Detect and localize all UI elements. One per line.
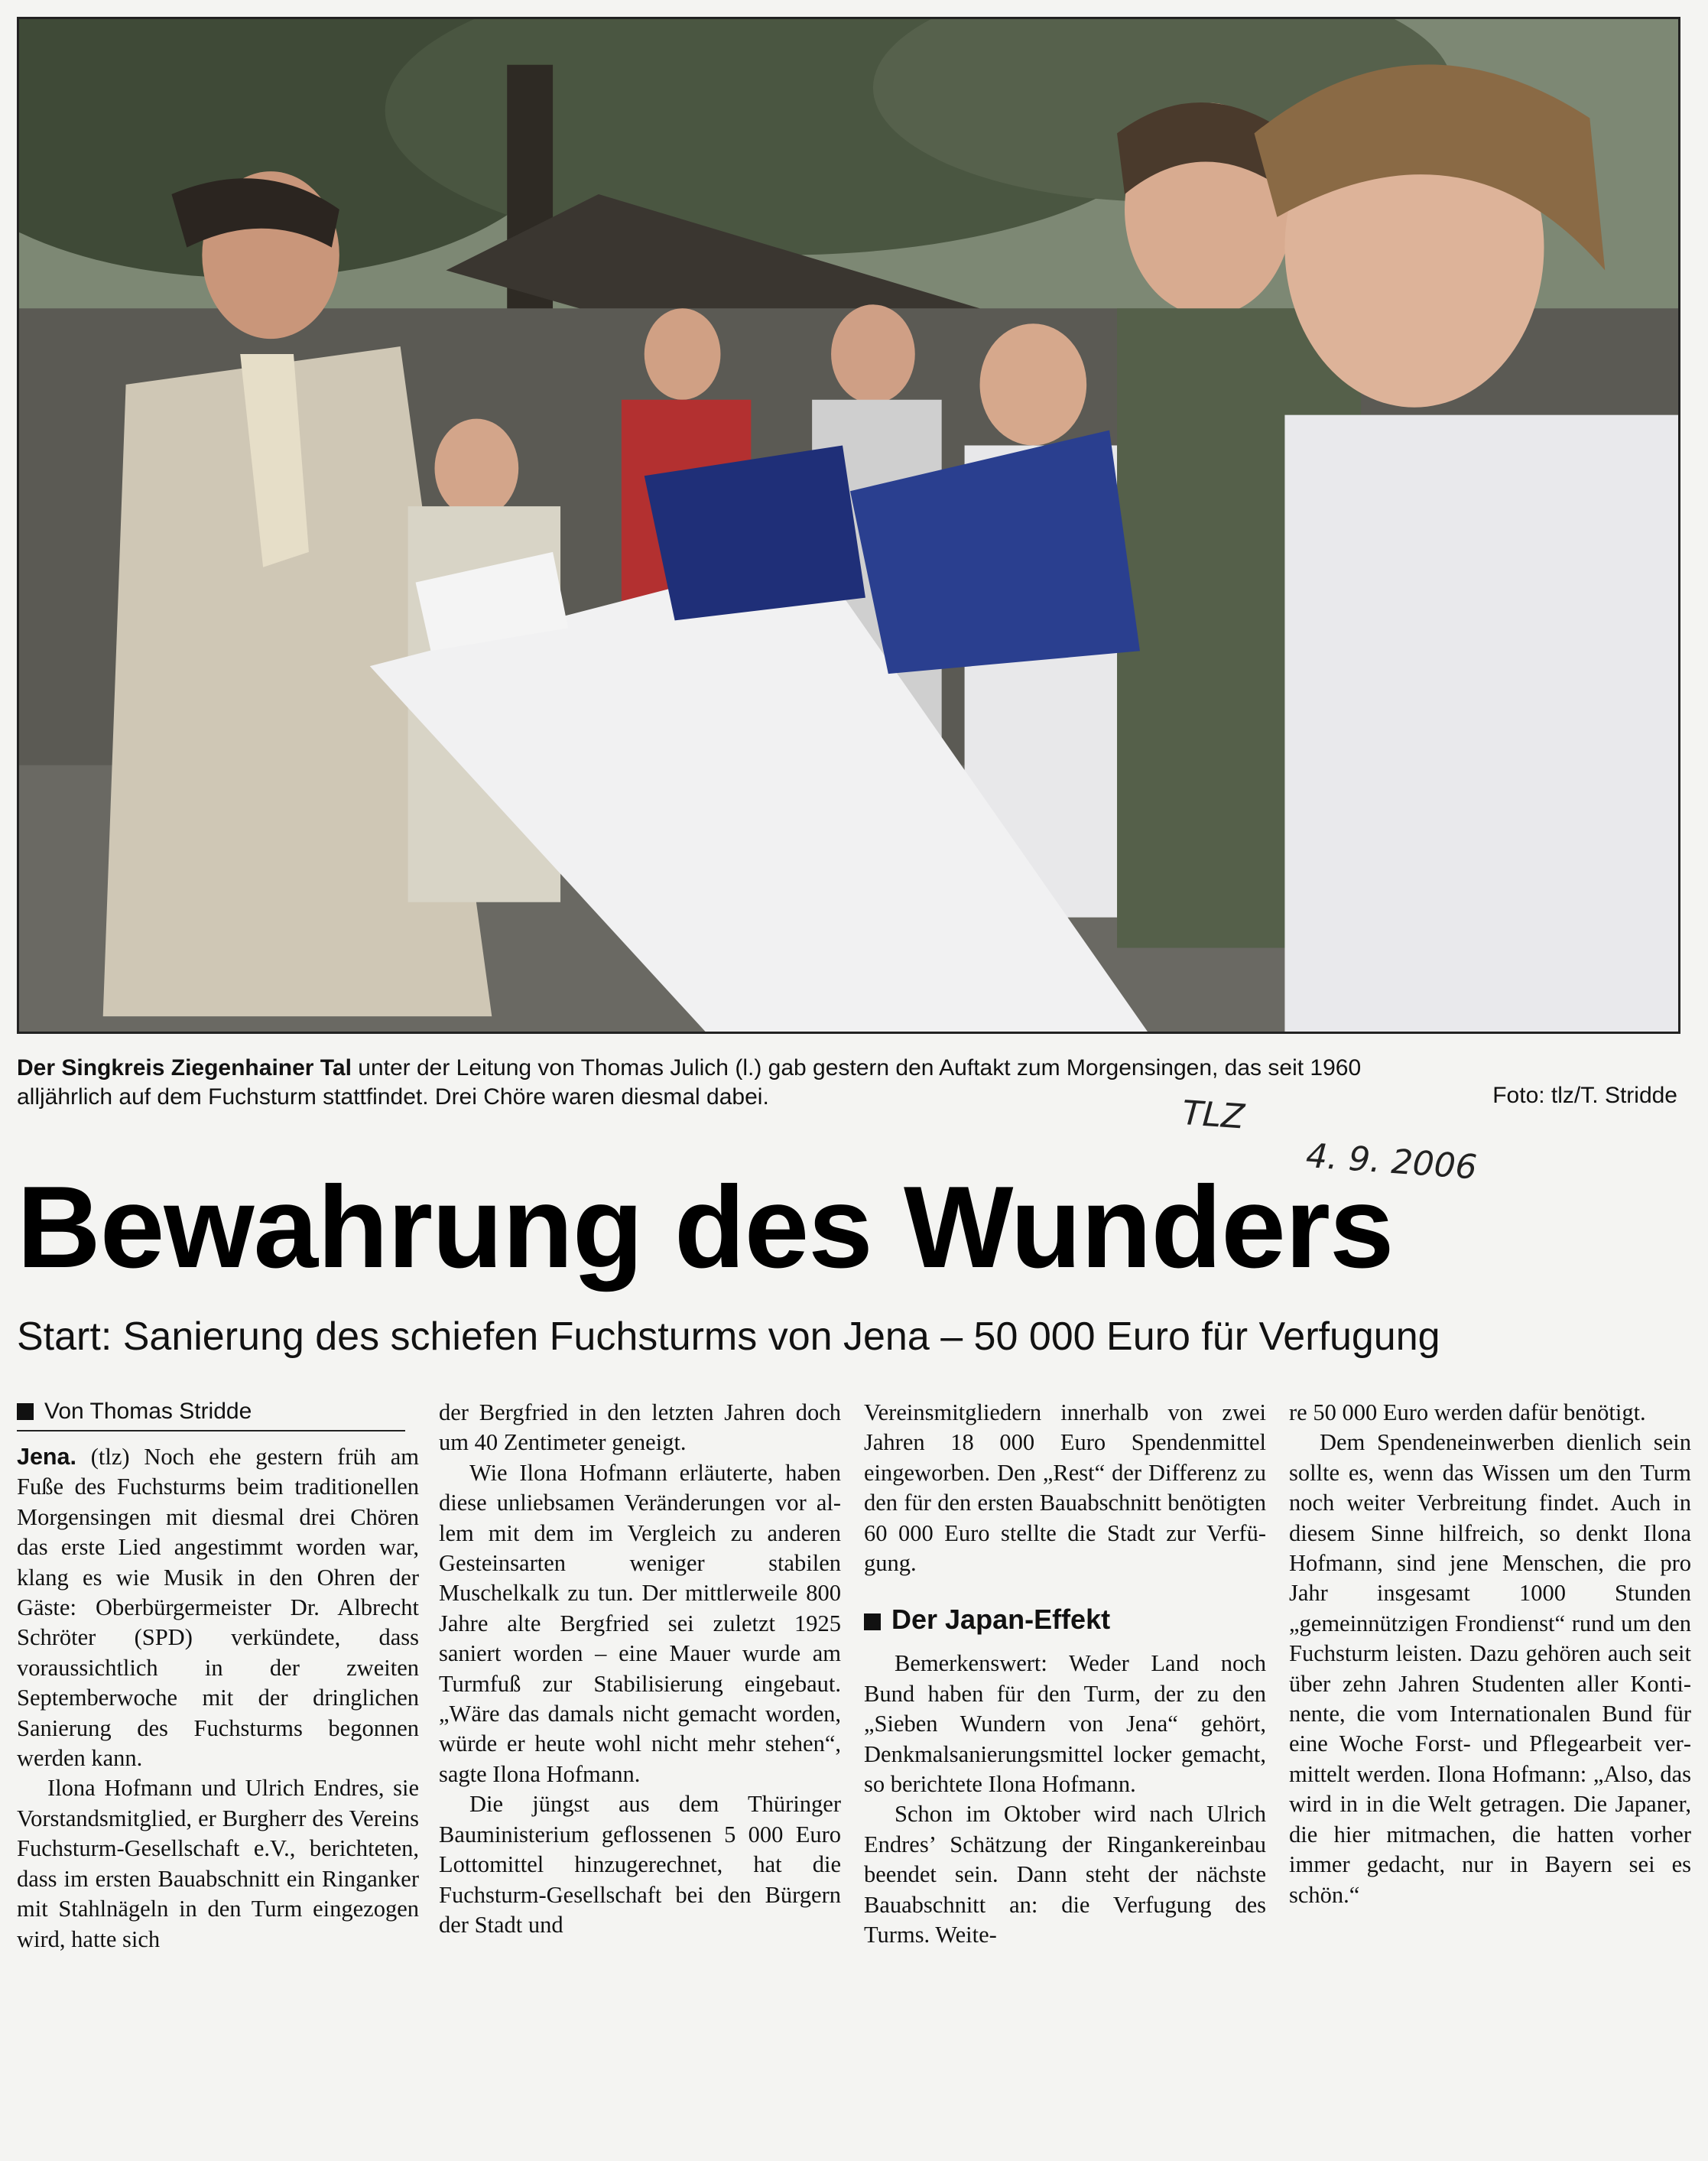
handwritten-date: 4. 9. 2006	[1304, 1136, 1479, 1188]
caption-text: unter der Leitung von Thomas Julich (l.) gab gestern den Auftakt zum Morgensingen, das seit 1960	[351, 1055, 1362, 1080]
paragraph: re 50 000 Euro werden dafür benötigt.	[1289, 1399, 1646, 1425]
article-column-2	[439, 1398, 841, 1940]
subheadline: Start: Sanierung des schiefen Fuchsturms von Jena – 50 000 Euro für Verfugung	[17, 1314, 1440, 1359]
caption-bold-lead: Der Singkreis Ziegenhainer Tal	[17, 1055, 352, 1080]
subheading-text: Der Japan-Effekt	[891, 1604, 1111, 1636]
paragraph: Bemerkenswert: Weder Land noch Bund haben für den Turm, der zu den „Sieben Wundern von Jena“ gehört, Denkmalsanierungsmittel locker gemacht, so berichtete Ilona Hofmann.	[864, 1650, 1266, 1798]
paragraph: Dem Spendeneinwerben dienlich sein sollte es, wenn das Wissen um den Turm noch weiter Verbreitung findet. Auch in diesem Sinne hilfreich, so denkt Ilona Hofmann, sind jene Menschen, die pro Jahr insgesamt 1000 Stunden „gemeinnützigen Frondienst“ rund um den Fuchsturm leisten. Dazu gehören auch seit über zehn Jahren Studenten aller Kontinente, die vom Internationalen Bund für eine Woche Forst- und Pflegearbeit vermittelt werden. Ilona Hofmann: „Also, das wird in in die Welt getragen. Die Japaner, die hier mitmachen, die hatten vorher immer gedacht, nur in Bayern sei es schön.“	[1289, 1429, 1691, 1908]
paragraph: Schon im Oktober wird nach Ulrich Endres’ Schätzung der Ringankereinbau beendet sein. Dann steht der nächste Bauabschnitt an: die Verfugung des Turms. Weite-	[864, 1801, 1266, 1948]
paragraph: Ilona Hofmann und Ulrich Endres, sie Vorstandsmitglied, er Burgherr des Vereins Fuchsturm-Gesellschaft e.V., berichteten, dass im ersten Bauabschnitt ein Ringanker mit Stahlnägeln in den Turm eingezogen wird, hatte sich	[17, 1775, 419, 1952]
paragraph: Wie Ilona Hofmann erläuterte, haben diese unliebsamen Veränderungen vor allem mit dem im Vergleich zu anderen Gesteinsarten weniger stabilen Muschelkalk zu tun. Der mittlerweile 800 Jahre alte Bergfried sei zuletzt 1925 saniert worden – eine Mauer wurde am Turmfuß zur Stabilisierung eingebaut. „Wäre das damals nicht gemacht worden, würde er heute wohl nicht mehr stehen“, sagte Ilona Hofmann.	[439, 1459, 841, 1787]
choir-photo-illustration	[19, 19, 1678, 1032]
paragraph: Vereinsmitgliedern innerhalb von zwei Jahren 18 000 Euro Spendenmittel eingeworben. Den „Rest“ der Differenz zu den für den ersten Bauabschnitt benötigten 60 000 Euro stellte die Stadt zur Verfügung.	[864, 1399, 1266, 1577]
article-column-1	[17, 1442, 419, 1955]
photo-credit: Foto: tlz/T. Stridde	[1492, 1083, 1677, 1108]
paragraph	[17, 1442, 419, 1773]
byline-text: Von Thomas Stridde	[44, 1399, 252, 1424]
article-column-4	[1289, 1398, 1691, 1910]
byline-square-icon	[17, 1403, 34, 1420]
photo-caption-line-2: alljährlich auf dem Fuchsturm stattfindet. Drei Chöre waren diesmal dabei.	[17, 1084, 769, 1110]
paragraph: der Bergfried in den letzten Jahren doch um 40 Zentimeter geneigt.	[439, 1399, 841, 1456]
paragraph-text: (tlz) Noch ehe gestern früh am Fuße des Fuchsturms beim traditionellen Morgensingen mit diesmal drei Chören das erste Lied angestimmt worden war, klang es wie Musik in den Ohren der Gäste: Oberbürgermeister Dr. Albrecht Schröter (SPD) verkündete, dass voraussichtlich in der zweiten Septemberwoche mit der dringlichen Sanierung des Fuchsturms begonnen werden kann.	[17, 1444, 419, 1772]
photo-caption-line-1	[17, 1054, 1680, 1083]
subheading-square-icon	[864, 1613, 881, 1630]
dateline: Jena.	[17, 1444, 76, 1470]
headline: Bewahrung des Wunders	[17, 1162, 1394, 1292]
choir-photo	[17, 17, 1680, 1034]
paragraph: Die jüngst aus dem Thüringer Bauministerium geflossenen 5 000 Euro Lottomittel hinzugerechnet, hat die Fuchsturm-Gesellschaft bei den Bürgern der Stadt und	[439, 1791, 841, 1938]
handwritten-source: TLZ	[1180, 1093, 1246, 1137]
byline	[17, 1393, 405, 1431]
section-subheading	[864, 1598, 1266, 1641]
article-column-3	[864, 1398, 1266, 1951]
